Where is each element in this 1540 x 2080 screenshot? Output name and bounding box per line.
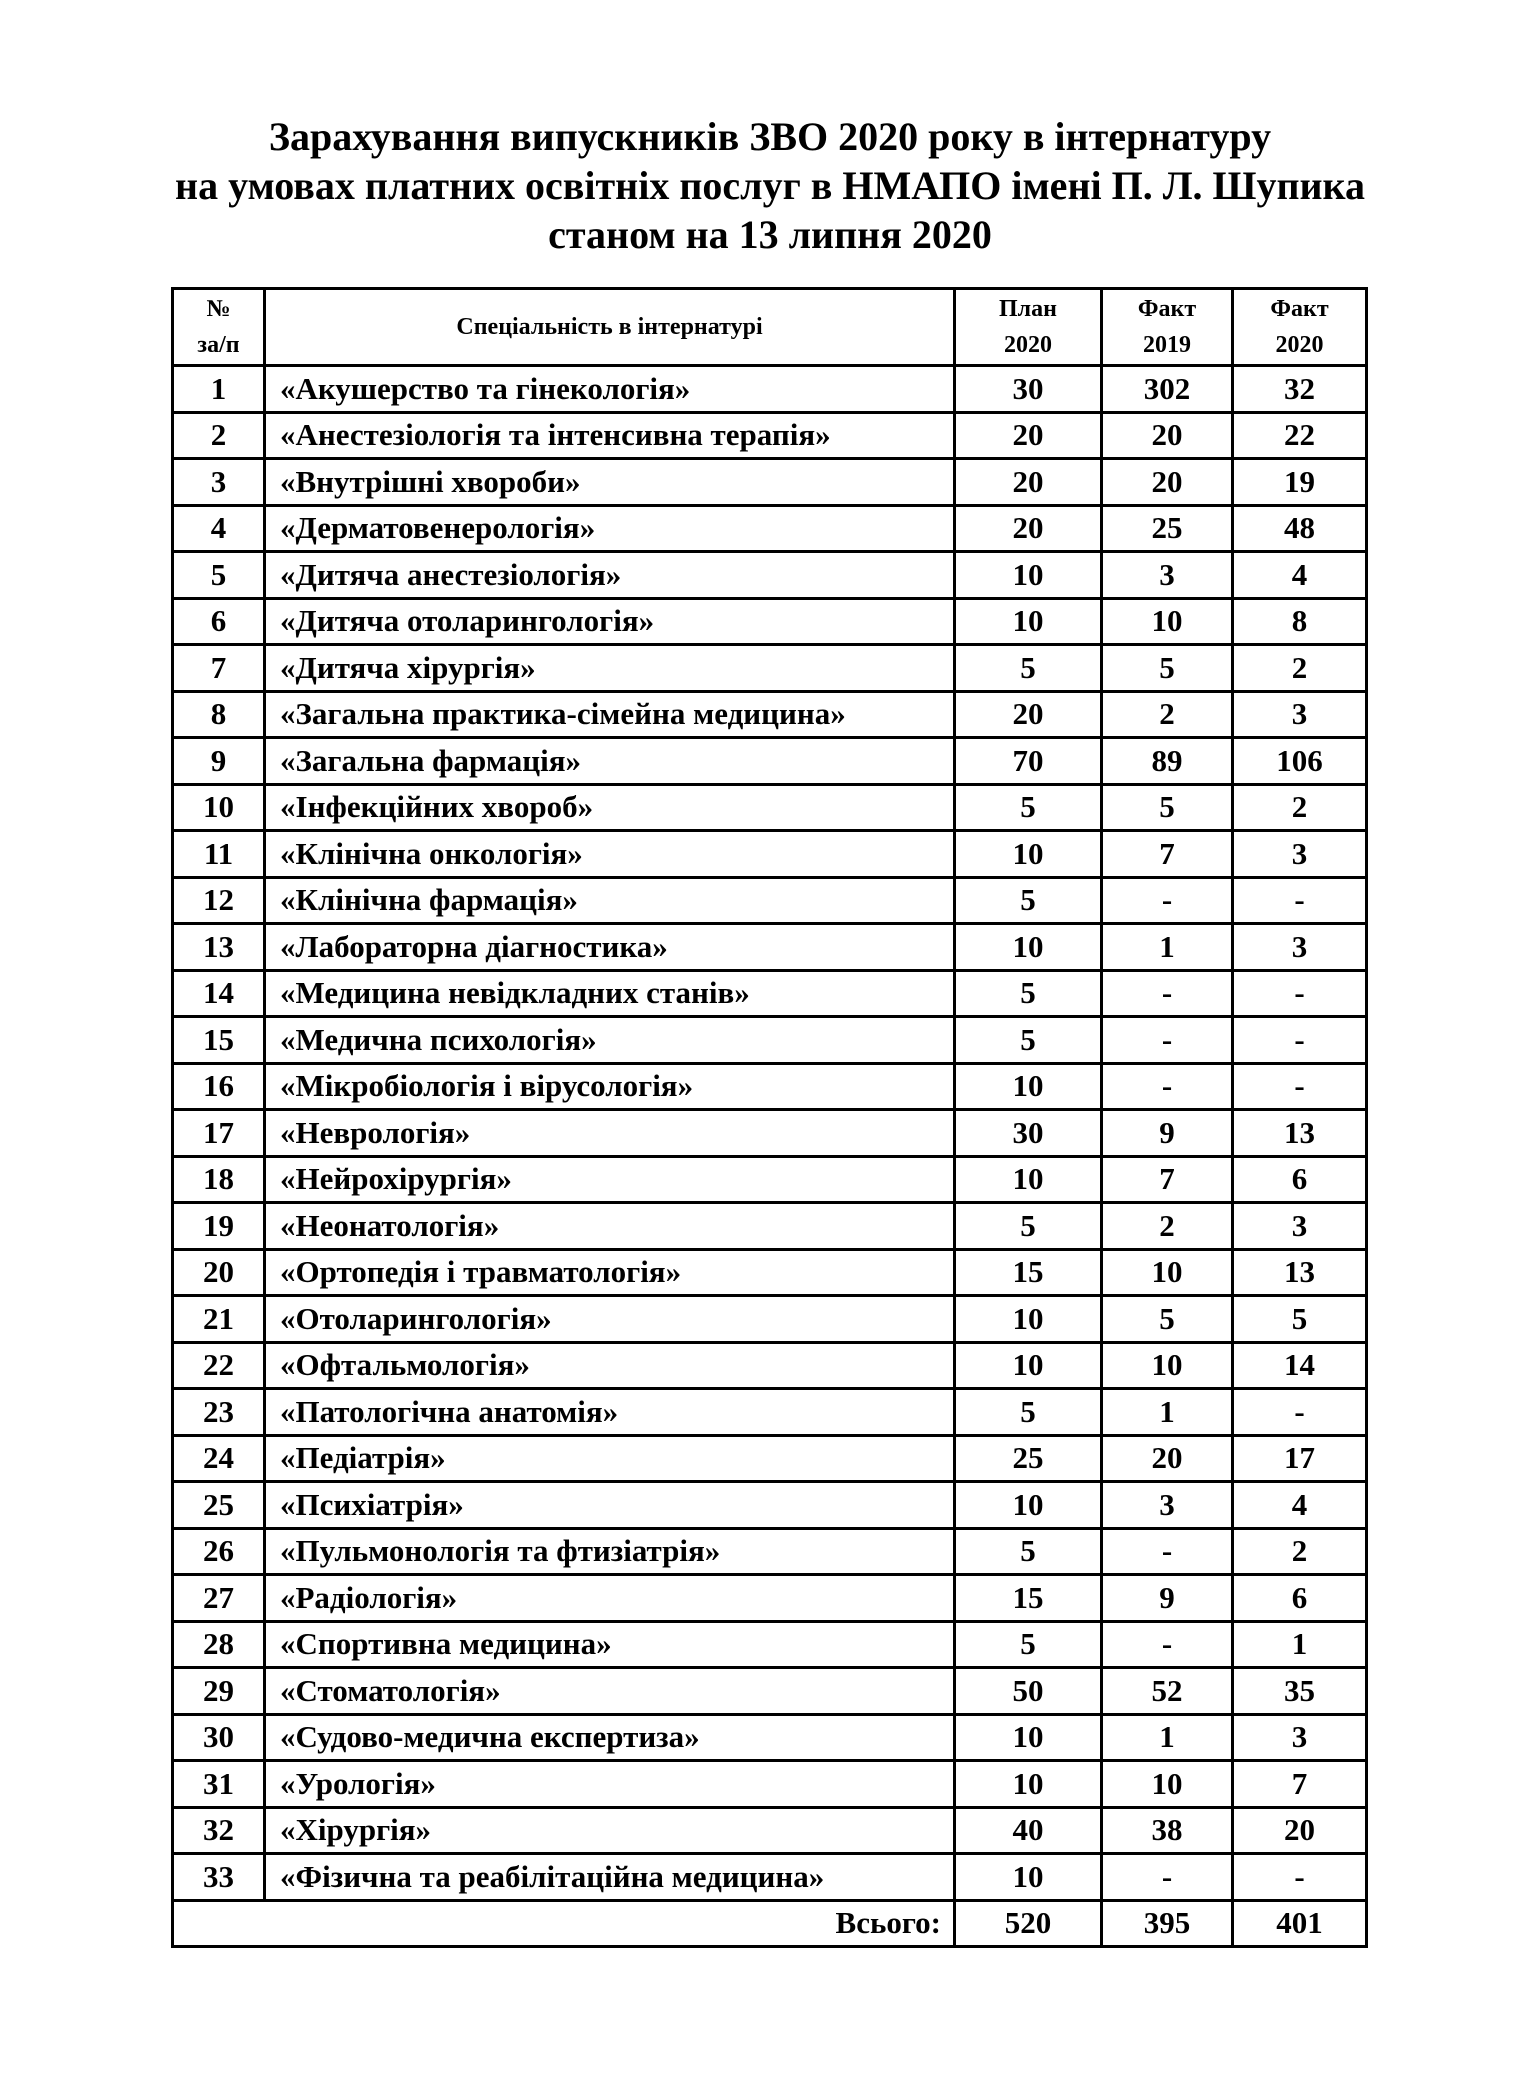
- row-fact-2019: 20: [1102, 459, 1233, 506]
- row-plan-2020: 10: [955, 924, 1102, 971]
- table-row: [173, 970, 1367, 1017]
- row-specialty: «Судово-медична експертиза»: [265, 1714, 955, 1761]
- row-fact-2019: -: [1102, 877, 1233, 924]
- table-row: [173, 738, 1367, 785]
- row-number: 16: [173, 1063, 265, 1110]
- row-fact-2019: 9: [1102, 1110, 1233, 1157]
- table-row: [173, 1156, 1367, 1203]
- row-specialty: «Лабораторна діагностика»: [265, 924, 955, 971]
- row-fact-2019: 10: [1102, 1249, 1233, 1296]
- row-fact-2019: 1: [1102, 924, 1233, 971]
- table-row: [173, 1110, 1367, 1157]
- row-fact-2019: 10: [1102, 598, 1233, 645]
- row-specialty: «Інфекційних хвороб»: [265, 784, 955, 831]
- row-plan-2020: 20: [955, 459, 1102, 506]
- row-fact-2020: 2: [1233, 784, 1367, 831]
- table-row: [173, 598, 1367, 645]
- row-plan-2020: 25: [955, 1435, 1102, 1482]
- table-row: [173, 366, 1367, 413]
- row-specialty: «Ортопедія і травматологія»: [265, 1249, 955, 1296]
- row-fact-2020: 4: [1233, 552, 1367, 599]
- row-number: 5: [173, 552, 265, 599]
- row-number: 12: [173, 877, 265, 924]
- header-fact-2020: Факт 2020: [1233, 289, 1367, 366]
- row-fact-2020: 3: [1233, 924, 1367, 971]
- row-fact-2020: 3: [1233, 831, 1367, 878]
- table-row: [173, 924, 1367, 971]
- row-number: 15: [173, 1017, 265, 1064]
- row-number: 33: [173, 1854, 265, 1901]
- row-fact-2020: 1: [1233, 1621, 1367, 1668]
- table-row: [173, 505, 1367, 552]
- row-number: 18: [173, 1156, 265, 1203]
- table-row: [173, 1761, 1367, 1808]
- row-fact-2019: 10: [1102, 1761, 1233, 1808]
- row-specialty: «Фізична та реабілітаційна медицина»: [265, 1854, 955, 1901]
- row-fact-2020: 6: [1233, 1156, 1367, 1203]
- row-fact-2020: 6: [1233, 1575, 1367, 1622]
- row-fact-2020: 3: [1233, 1203, 1367, 1250]
- row-specialty: «Неонатологія»: [265, 1203, 955, 1250]
- row-number: 9: [173, 738, 265, 785]
- row-fact-2020: -: [1233, 1063, 1367, 1110]
- row-specialty: «Пульмонологія та фтизіатрія»: [265, 1528, 955, 1575]
- table-row: [173, 1389, 1367, 1436]
- row-number: 29: [173, 1668, 265, 1715]
- row-fact-2019: -: [1102, 1063, 1233, 1110]
- row-plan-2020: 10: [955, 831, 1102, 878]
- row-number: 1: [173, 366, 265, 413]
- row-specialty: «Загальна практика-сімейна медицина»: [265, 691, 955, 738]
- table-row: [173, 459, 1367, 506]
- table-row: [173, 645, 1367, 692]
- row-specialty: «Медицина невідкладних станів»: [265, 970, 955, 1017]
- row-fact-2020: -: [1233, 1389, 1367, 1436]
- table-row: [173, 1668, 1367, 1715]
- row-specialty: «Дитяча анестезіологія»: [265, 552, 955, 599]
- row-fact-2020: 2: [1233, 1528, 1367, 1575]
- enrollment-table: [171, 287, 1368, 1948]
- row-fact-2020: 2: [1233, 645, 1367, 692]
- row-fact-2019: -: [1102, 1621, 1233, 1668]
- row-number: 11: [173, 831, 265, 878]
- row-plan-2020: 10: [955, 1714, 1102, 1761]
- row-plan-2020: 10: [955, 552, 1102, 599]
- row-plan-2020: 10: [955, 1156, 1102, 1203]
- table-row: [173, 1807, 1367, 1854]
- row-fact-2020: 17: [1233, 1435, 1367, 1482]
- table-row: [173, 1203, 1367, 1250]
- row-fact-2020: 35: [1233, 1668, 1367, 1715]
- row-number: 21: [173, 1296, 265, 1343]
- row-number: 3: [173, 459, 265, 506]
- row-fact-2020: 20: [1233, 1807, 1367, 1854]
- row-number: 26: [173, 1528, 265, 1575]
- row-fact-2020: 5: [1233, 1296, 1367, 1343]
- row-plan-2020: 50: [955, 1668, 1102, 1715]
- row-specialty: «Хірургія»: [265, 1807, 955, 1854]
- row-number: 30: [173, 1714, 265, 1761]
- table-row: [173, 877, 1367, 924]
- row-plan-2020: 20: [955, 412, 1102, 459]
- row-fact-2019: 38: [1102, 1807, 1233, 1854]
- page-title: [0, 112, 1540, 259]
- header-specialty: Спеціальність в інтернатурі: [265, 289, 955, 366]
- title-line-1: Зарахування випускників ЗВО 2020 року в інтернатуру: [268, 114, 1272, 159]
- row-fact-2019: 2: [1102, 691, 1233, 738]
- table-row: [173, 1482, 1367, 1529]
- row-fact-2019: -: [1102, 1017, 1233, 1064]
- title-line-2: на умовах платних освітніх послуг в НМАПО імені П. Л. Шупика: [175, 163, 1365, 208]
- row-number: 31: [173, 1761, 265, 1808]
- row-fact-2020: 8: [1233, 598, 1367, 645]
- row-number: 8: [173, 691, 265, 738]
- row-fact-2020: 22: [1233, 412, 1367, 459]
- row-fact-2020: 3: [1233, 691, 1367, 738]
- row-fact-2019: 1: [1102, 1714, 1233, 1761]
- row-plan-2020: 5: [955, 1203, 1102, 1250]
- row-fact-2019: 10: [1102, 1342, 1233, 1389]
- row-plan-2020: 30: [955, 366, 1102, 413]
- row-plan-2020: 5: [955, 1389, 1102, 1436]
- table-row: [173, 412, 1367, 459]
- row-fact-2019: 20: [1102, 412, 1233, 459]
- row-fact-2019: 5: [1102, 784, 1233, 831]
- row-specialty: «Неврологія»: [265, 1110, 955, 1157]
- row-fact-2020: 3: [1233, 1714, 1367, 1761]
- table-row: [173, 1528, 1367, 1575]
- row-fact-2019: 1: [1102, 1389, 1233, 1436]
- row-plan-2020: 70: [955, 738, 1102, 785]
- row-specialty: «Анестезіологія та інтенсивна терапія»: [265, 412, 955, 459]
- row-number: 20: [173, 1249, 265, 1296]
- row-specialty: «Мікробіологія і вірусологія»: [265, 1063, 955, 1110]
- row-fact-2020: -: [1233, 877, 1367, 924]
- row-fact-2020: 48: [1233, 505, 1367, 552]
- row-number: 19: [173, 1203, 265, 1250]
- row-plan-2020: 5: [955, 877, 1102, 924]
- table-row: [173, 1342, 1367, 1389]
- row-specialty: «Загальна фармація»: [265, 738, 955, 785]
- total-fact-2019: 395: [1102, 1900, 1233, 1946]
- row-plan-2020: 15: [955, 1575, 1102, 1622]
- row-specialty: «Дитяча хірургія»: [265, 645, 955, 692]
- table-row: [173, 831, 1367, 878]
- row-specialty: «Урологія»: [265, 1761, 955, 1808]
- row-plan-2020: 5: [955, 1528, 1102, 1575]
- row-fact-2020: 14: [1233, 1342, 1367, 1389]
- row-specialty: «Спортивна медицина»: [265, 1621, 955, 1668]
- title-line-3: станом на 13 липня 2020: [548, 212, 992, 257]
- row-fact-2019: -: [1102, 1528, 1233, 1575]
- table-header-row: [173, 289, 1367, 366]
- header-plan-2020: План 2020: [955, 289, 1102, 366]
- row-plan-2020: 10: [955, 1854, 1102, 1901]
- row-fact-2020: -: [1233, 1854, 1367, 1901]
- total-plan: 520: [955, 1900, 1102, 1946]
- row-specialty: «Акушерство та гінекологія»: [265, 366, 955, 413]
- row-fact-2020: 19: [1233, 459, 1367, 506]
- row-specialty: «Психіатрія»: [265, 1482, 955, 1529]
- table-row: [173, 1621, 1367, 1668]
- table-row: [173, 1714, 1367, 1761]
- row-plan-2020: 5: [955, 1621, 1102, 1668]
- total-fact-2020: 401: [1233, 1900, 1367, 1946]
- row-plan-2020: 20: [955, 691, 1102, 738]
- table-row: [173, 1435, 1367, 1482]
- row-fact-2019: 89: [1102, 738, 1233, 785]
- row-number: 27: [173, 1575, 265, 1622]
- row-specialty: «Дитяча отоларингологія»: [265, 598, 955, 645]
- row-fact-2020: 4: [1233, 1482, 1367, 1529]
- row-fact-2019: 302: [1102, 366, 1233, 413]
- row-plan-2020: 20: [955, 505, 1102, 552]
- row-fact-2019: 3: [1102, 552, 1233, 599]
- row-fact-2020: -: [1233, 970, 1367, 1017]
- table-row: [173, 1296, 1367, 1343]
- row-plan-2020: 30: [955, 1110, 1102, 1157]
- row-fact-2019: -: [1102, 970, 1233, 1017]
- row-number: 32: [173, 1807, 265, 1854]
- total-label: Всього:: [265, 1900, 955, 1946]
- table-row: [173, 1017, 1367, 1064]
- row-fact-2019: 20: [1102, 1435, 1233, 1482]
- row-plan-2020: 10: [955, 1063, 1102, 1110]
- row-fact-2019: 5: [1102, 645, 1233, 692]
- row-specialty: «Педіатрія»: [265, 1435, 955, 1482]
- row-plan-2020: 5: [955, 1017, 1102, 1064]
- total-blank-cell: [173, 1900, 265, 1946]
- row-number: 23: [173, 1389, 265, 1436]
- row-specialty: «Отоларингологія»: [265, 1296, 955, 1343]
- table-row: [173, 1575, 1367, 1622]
- row-fact-2019: 2: [1102, 1203, 1233, 1250]
- row-plan-2020: 40: [955, 1807, 1102, 1854]
- row-fact-2019: -: [1102, 1854, 1233, 1901]
- row-plan-2020: 10: [955, 598, 1102, 645]
- table-row: [173, 691, 1367, 738]
- row-number: 28: [173, 1621, 265, 1668]
- row-fact-2019: 7: [1102, 1156, 1233, 1203]
- row-number: 6: [173, 598, 265, 645]
- row-fact-2019: 25: [1102, 505, 1233, 552]
- row-fact-2020: -: [1233, 1017, 1367, 1064]
- table-row: [173, 1063, 1367, 1110]
- row-plan-2020: 10: [955, 1296, 1102, 1343]
- row-specialty: «Дерматовенерологія»: [265, 505, 955, 552]
- row-number: 22: [173, 1342, 265, 1389]
- row-plan-2020: 10: [955, 1761, 1102, 1808]
- row-number: 14: [173, 970, 265, 1017]
- row-fact-2019: 52: [1102, 1668, 1233, 1715]
- row-number: 4: [173, 505, 265, 552]
- row-number: 13: [173, 924, 265, 971]
- row-number: 25: [173, 1482, 265, 1529]
- table-row: [173, 1249, 1367, 1296]
- row-specialty: «Стоматологія»: [265, 1668, 955, 1715]
- row-fact-2020: 13: [1233, 1110, 1367, 1157]
- header-number: № за/п: [173, 289, 265, 366]
- row-plan-2020: 10: [955, 1342, 1102, 1389]
- row-specialty: «Офтальмологія»: [265, 1342, 955, 1389]
- row-specialty: «Патологічна анатомія»: [265, 1389, 955, 1436]
- row-fact-2019: 5: [1102, 1296, 1233, 1343]
- total-row: [173, 1900, 1367, 1946]
- row-fact-2020: 13: [1233, 1249, 1367, 1296]
- row-number: 17: [173, 1110, 265, 1157]
- table-row: [173, 552, 1367, 599]
- row-specialty: «Радіологія»: [265, 1575, 955, 1622]
- row-fact-2020: 32: [1233, 366, 1367, 413]
- row-number: 10: [173, 784, 265, 831]
- row-number: 7: [173, 645, 265, 692]
- row-fact-2020: 7: [1233, 1761, 1367, 1808]
- row-plan-2020: 5: [955, 784, 1102, 831]
- row-number: 2: [173, 412, 265, 459]
- row-plan-2020: 5: [955, 645, 1102, 692]
- row-fact-2019: 3: [1102, 1482, 1233, 1529]
- row-fact-2019: 7: [1102, 831, 1233, 878]
- row-specialty: «Внутрішні хвороби»: [265, 459, 955, 506]
- row-specialty: «Медична психологія»: [265, 1017, 955, 1064]
- header-fact-2019: Факт 2019: [1102, 289, 1233, 366]
- row-plan-2020: 10: [955, 1482, 1102, 1529]
- row-fact-2020: 106: [1233, 738, 1367, 785]
- row-fact-2019: 9: [1102, 1575, 1233, 1622]
- row-specialty: «Клінічна фармація»: [265, 877, 955, 924]
- table-row: [173, 1854, 1367, 1901]
- table-row: [173, 784, 1367, 831]
- row-number: 24: [173, 1435, 265, 1482]
- row-specialty: «Нейрохірургія»: [265, 1156, 955, 1203]
- row-plan-2020: 15: [955, 1249, 1102, 1296]
- row-specialty: «Клінічна онкологія»: [265, 831, 955, 878]
- row-plan-2020: 5: [955, 970, 1102, 1017]
